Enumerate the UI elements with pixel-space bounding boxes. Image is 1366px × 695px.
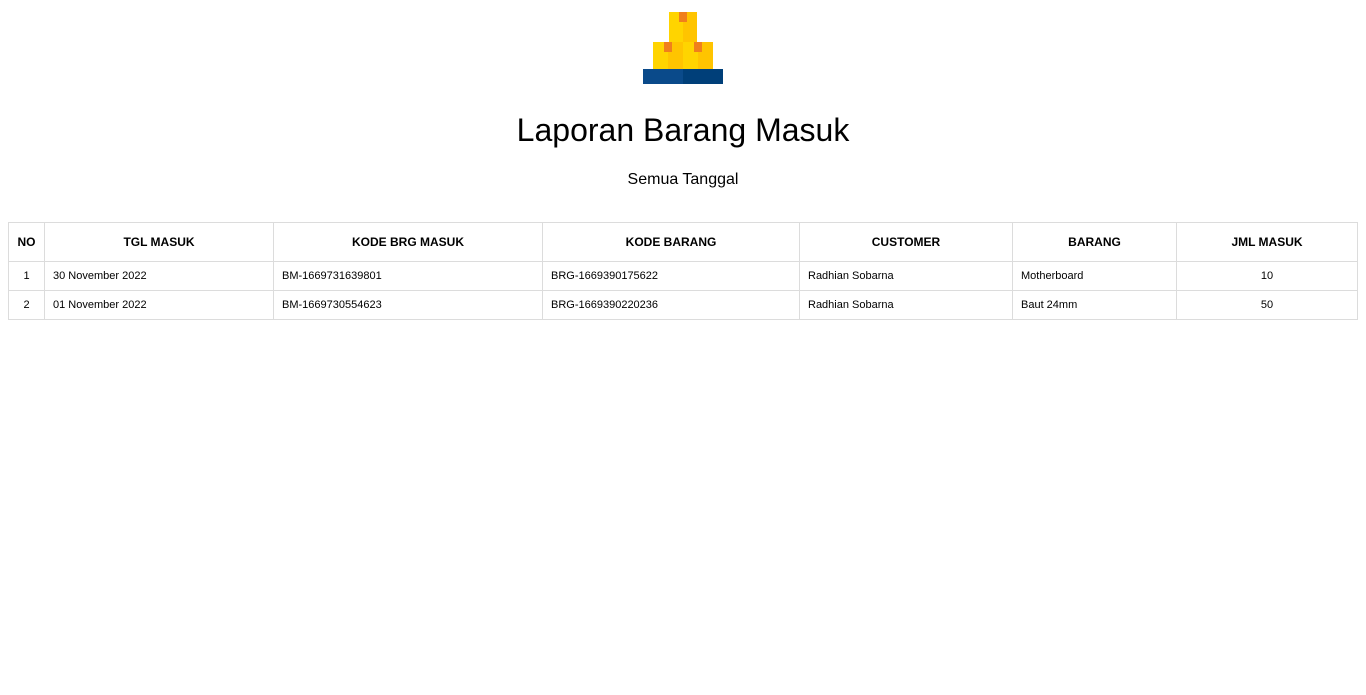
- date-range-subtitle: Semua Tanggal: [627, 171, 739, 188]
- column-header-kode-brg-masuk: KODE BRG MASUK: [274, 223, 543, 262]
- column-header-jml-masuk: JML MASUK: [1177, 223, 1358, 262]
- cell-barang: Motherboard: [1013, 262, 1177, 291]
- page-title: Laporan Barang Masuk: [516, 112, 850, 148]
- cell-customer: Radhian Sobarna: [800, 291, 1013, 320]
- cell-tgl-masuk: 01 November 2022: [45, 291, 274, 320]
- cell-tgl-masuk: 30 November 2022: [45, 262, 274, 291]
- cell-no: 2: [9, 291, 45, 320]
- cell-barang: Baut 24mm: [1013, 291, 1177, 320]
- column-header-kode-barang: KODE BARANG: [543, 223, 800, 262]
- column-header-customer: CUSTOMER: [800, 223, 1013, 262]
- column-header-no: NO: [9, 223, 45, 262]
- column-header-tgl-masuk: TGL MASUK: [45, 223, 274, 262]
- incoming-goods-table: [8, 222, 1358, 320]
- cell-no: 1: [9, 262, 45, 291]
- table-row: [9, 262, 1358, 291]
- table-row: [9, 291, 1358, 320]
- cell-kode-barang: BRG-1669390175622: [543, 262, 800, 291]
- cell-kode-brg-masuk: BM-1669731639801: [274, 262, 543, 291]
- column-header-barang: BARANG: [1013, 223, 1177, 262]
- cell-kode-barang: BRG-1669390220236: [543, 291, 800, 320]
- cell-kode-brg-masuk: BM-1669730554623: [274, 291, 543, 320]
- stacked-boxes-pallet-icon: [643, 12, 723, 84]
- cell-jml-masuk: 50: [1177, 291, 1358, 320]
- cell-customer: Radhian Sobarna: [800, 262, 1013, 291]
- table-header-row: [9, 223, 1358, 262]
- cell-jml-masuk: 10: [1177, 262, 1358, 291]
